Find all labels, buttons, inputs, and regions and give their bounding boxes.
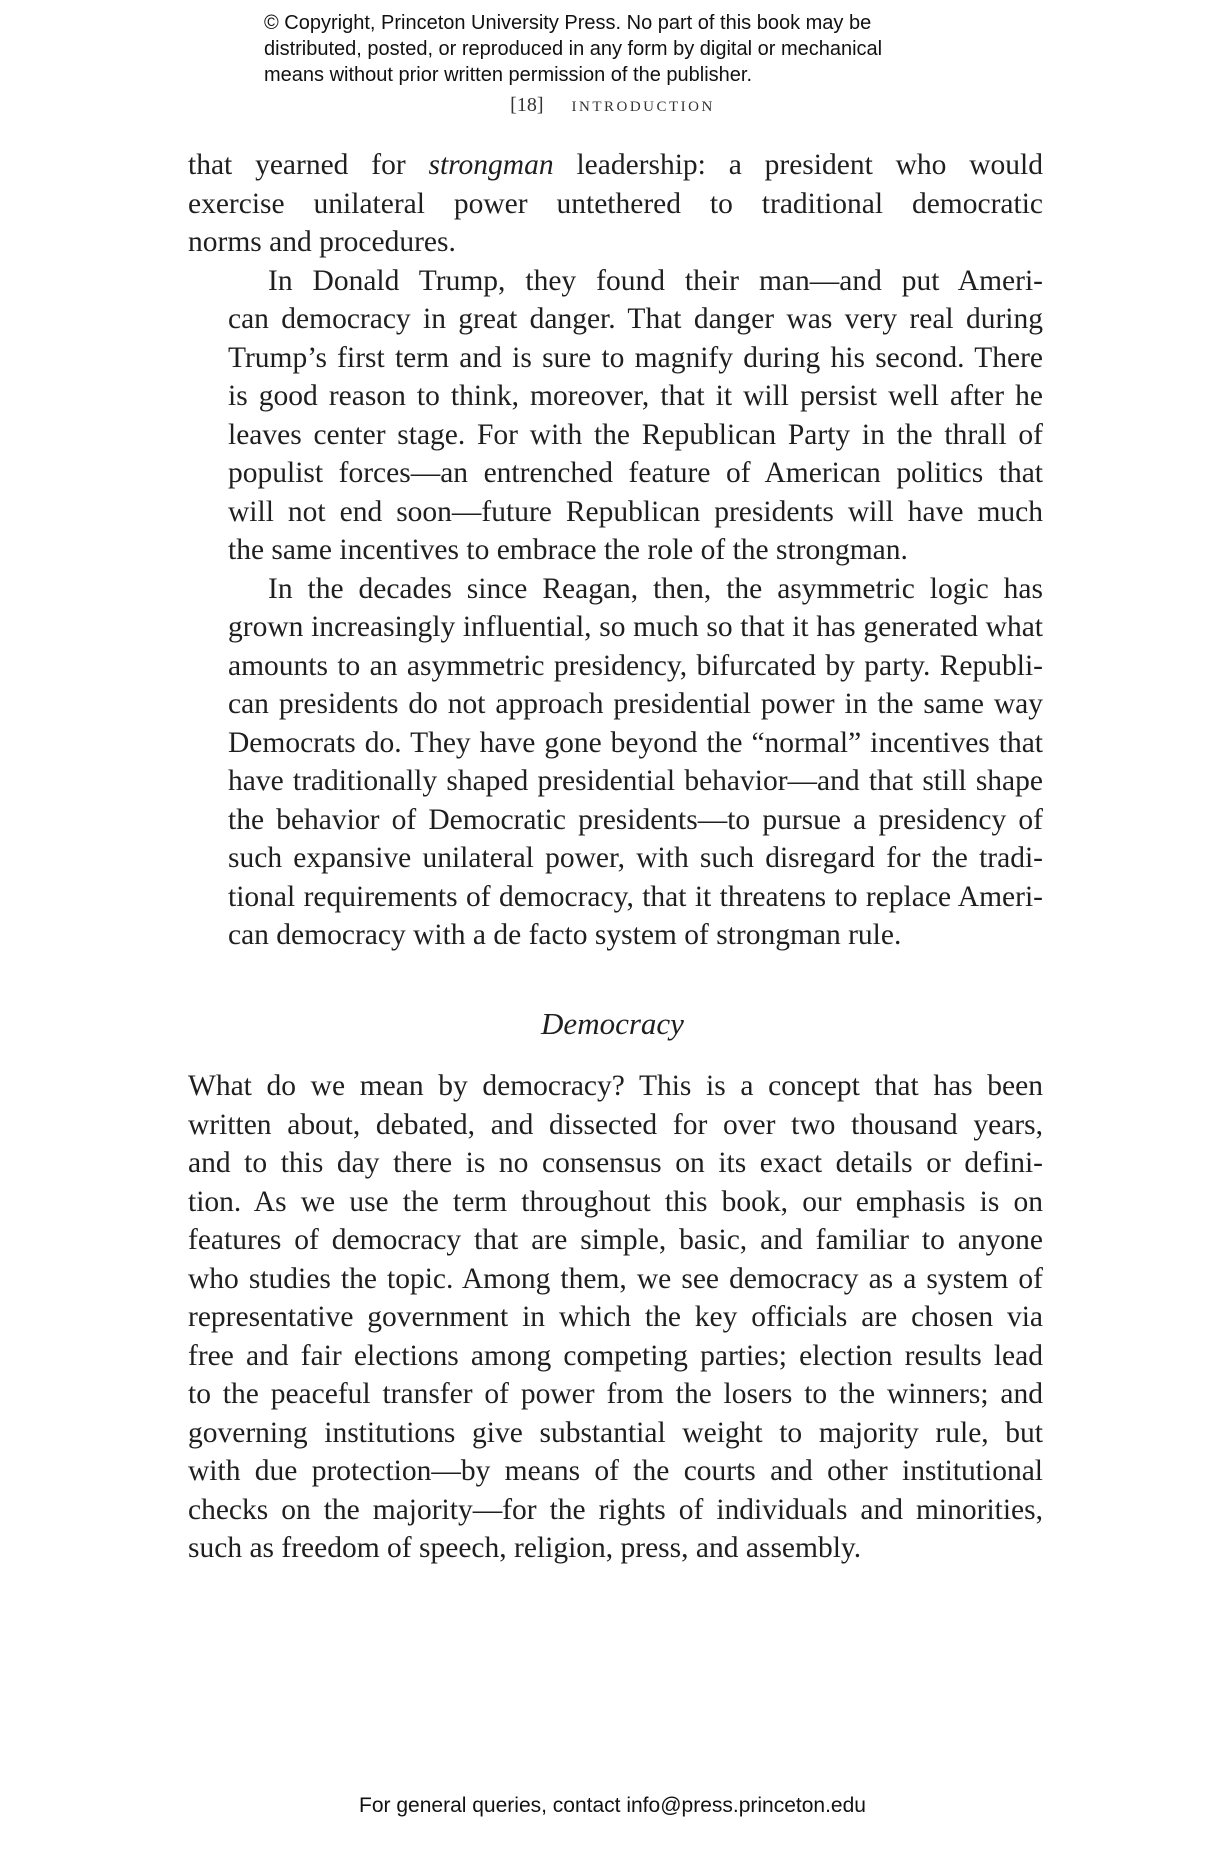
text-line: Democrats do. They have gone beyond the “normal” incentives that — [228, 726, 1043, 759]
text-line: have traditionally shaped presidential behavior—and that still shape — [228, 765, 1043, 797]
section-heading-democracy: Democracy — [541, 1006, 684, 1041]
text-line: and to this day there is no consensus on its exact details or defini- — [188, 1147, 1043, 1179]
text-line: grown increasingly influential, so much so that it has generated what — [228, 611, 1043, 643]
text-line: features of democracy that are simple, basic, and familiar to anyone — [188, 1224, 1043, 1256]
text-line: norms and procedures. — [188, 226, 456, 258]
text-run: that yearned for — [188, 149, 429, 181]
text-line: such expansive unilateral power, with such disregard for the tradi- — [228, 842, 1043, 874]
text-line: can democracy in great danger. That danger was very real during — [228, 303, 1043, 335]
text-line: amounts to an asymmetric presidency, bifurcated by party. Republi- — [228, 649, 1043, 682]
section-title: introduction — [571, 92, 715, 116]
text-line: populist forces—an entrenched feature of American politics that — [228, 457, 1043, 489]
body-text-lower — [188, 1067, 1043, 1568]
text-line: In Donald Trump, they found their man—and put Ameri- — [268, 264, 1043, 297]
text-line: will not end soon—future Republican presidents will have much — [228, 495, 1043, 528]
text-line: can presidents do not approach presidential power in the same way — [228, 688, 1043, 720]
text-line: with due protection—by means of the courts and other institutional — [188, 1455, 1043, 1487]
page-number: [18] — [510, 94, 544, 116]
copyright-line: distributed, posted, or reproduced in any form by digital or mechanical — [264, 38, 883, 60]
footer-contact: For general queries, contact info@press.princeton.edu — [359, 1794, 866, 1817]
emphasis-strongman: strongman — [428, 149, 554, 181]
text-line: checks on the majority—for the rights of individuals and minorities, — [188, 1493, 1043, 1526]
text-line: is good reason to think, moreover, that it will persist well after he — [228, 380, 1043, 412]
text-line: leaves center stage. For with the Republican Party in the thrall of — [228, 418, 1043, 451]
text-line: free and fair elections among competing parties; election results lead — [188, 1339, 1043, 1372]
text-line: Trump’s first term and is sure to magnify during his second. There — [228, 341, 1043, 374]
copyright-notice — [264, 10, 984, 88]
paragraph-democracy-definition — [188, 1067, 1043, 1568]
text-line: can democracy with a de facto system of strongman rule. — [228, 919, 902, 951]
text-line: What do we mean by democracy? This is a concept that has been — [188, 1070, 1043, 1102]
copyright-line: means without prior written permission of the publisher. — [264, 64, 753, 86]
text-line: tional requirements of democracy, that it threatens to replace Ameri- — [228, 880, 1043, 913]
text-line: to the peaceful transfer of power from the losers to the winners; and — [188, 1378, 1043, 1410]
text-line: representative government in which the key officials are chosen via — [188, 1301, 1043, 1333]
paragraph-trump — [188, 262, 1043, 570]
copyright-line: © Copyright, Princeton University Press. No part of this book may be — [264, 12, 872, 34]
text-line: governing institutions give substantial weight to majority rule, but — [188, 1416, 1043, 1449]
running-head — [0, 92, 1225, 117]
text-line: who studies the topic. Among them, we see democracy as a system of — [188, 1262, 1043, 1295]
text-line: the same incentives to embrace the role of the strongman. — [228, 534, 908, 566]
text-line: the behavior of Democratic presidents—to pursue a presidency of — [228, 803, 1043, 836]
text-line: In the decades since Reagan, then, the asymmetric logic has — [268, 572, 1043, 605]
paragraph-reagan — [188, 570, 1043, 955]
paragraph-continued — [188, 146, 1043, 262]
text-run: leadership: a president who would — [553, 149, 1043, 181]
text-line: exercise unilateral power untethered to traditional democratic — [188, 187, 1043, 220]
body-text-upper — [188, 146, 1043, 955]
text-line — [188, 146, 1043, 185]
text-line: such as freedom of speech, religion, press, and assembly. — [188, 1532, 862, 1564]
text-line: tion. As we use the term throughout this book, our emphasis is on — [188, 1185, 1043, 1218]
text-line: written about, debated, and dissected for over two thousand years, — [188, 1108, 1043, 1141]
